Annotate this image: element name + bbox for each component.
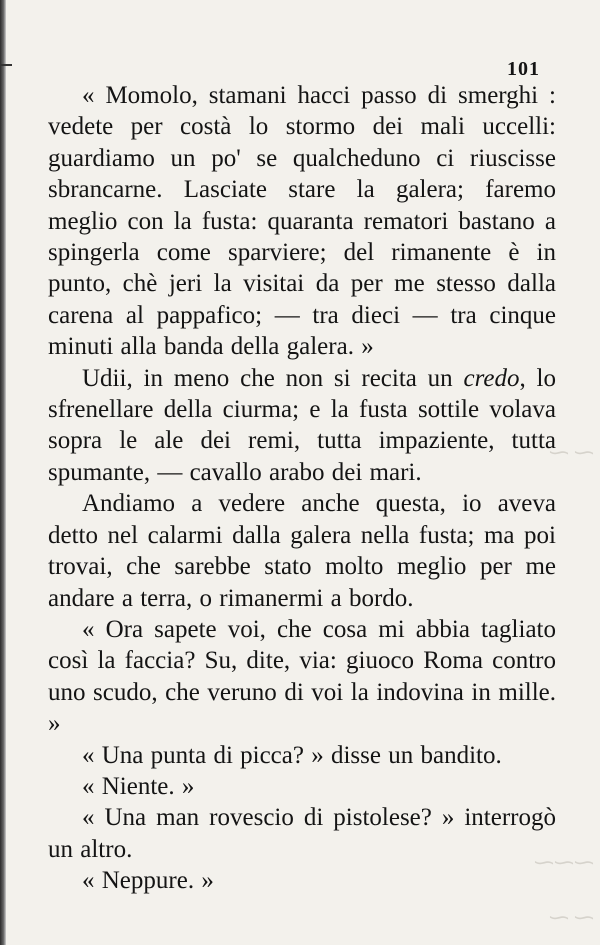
paragraph-7: « Una man rovescio di pistolese? » interrogò un altro. [48, 804, 556, 863]
paragraph-5: « Una punta di picca? » disse un bandito. [82, 741, 502, 769]
page-edge-mark [0, 64, 12, 66]
page-number: 101 [507, 58, 540, 80]
page-body [48, 80, 556, 897]
book-spine-shadow [0, 0, 6, 945]
paragraph-3: Andiamo a vedere anche questa, io aveva detto nel calarmi dalla galera nella fusta; ma poi trovai, che sarebbe stato molto meglio per me andare a terra, o rimanermi a bordo. [48, 490, 556, 612]
paragraph-1: « Momolo, stamani hacci passo di smerghi : vedete per costà lo stormo dei mali uccelli: guardiamo un po' se qualcheduno ci riuscisse sbrancarne. Lasciate stare la galera; faremo meglio con la fusta: quaranta rematori bastano a spingerla come sparviere; del rimanente è in punto, chè jeri la visitai da per me stesso dalla carena al pappafico; — tra dieci — tra cinque minuti alla banda della galera. » [48, 82, 556, 361]
bleed-through-mark: ⁓ ⁓ [549, 442, 594, 464]
bleed-through-mark: ⁓⁓⁓ [534, 852, 594, 874]
paragraph-2-after: , lo sfrenellare della ciurma; e la fusta sottile volava sopra le ale dei remi, tutta impaziente, tutta spumante, — cavallo arabo dei mari. [48, 364, 556, 486]
paragraph-8: « Neppure. » [82, 867, 214, 895]
paragraph-2 [48, 363, 556, 489]
paragraph-4: « Ora sapete voi, che cosa mi abbia tagliato così la faccia? Su, dite, via: giuoco Roma contro uno scudo, che veruno di voi la indovina in mille. » [48, 615, 556, 738]
bleed-through-mark: ⁓ ⁓ [549, 907, 594, 929]
paragraph-6: « Niente. » [82, 772, 195, 800]
paragraph-2-before: Udii, in meno che non si recita un [82, 364, 464, 392]
paragraph-2-italic: credo [463, 364, 520, 392]
